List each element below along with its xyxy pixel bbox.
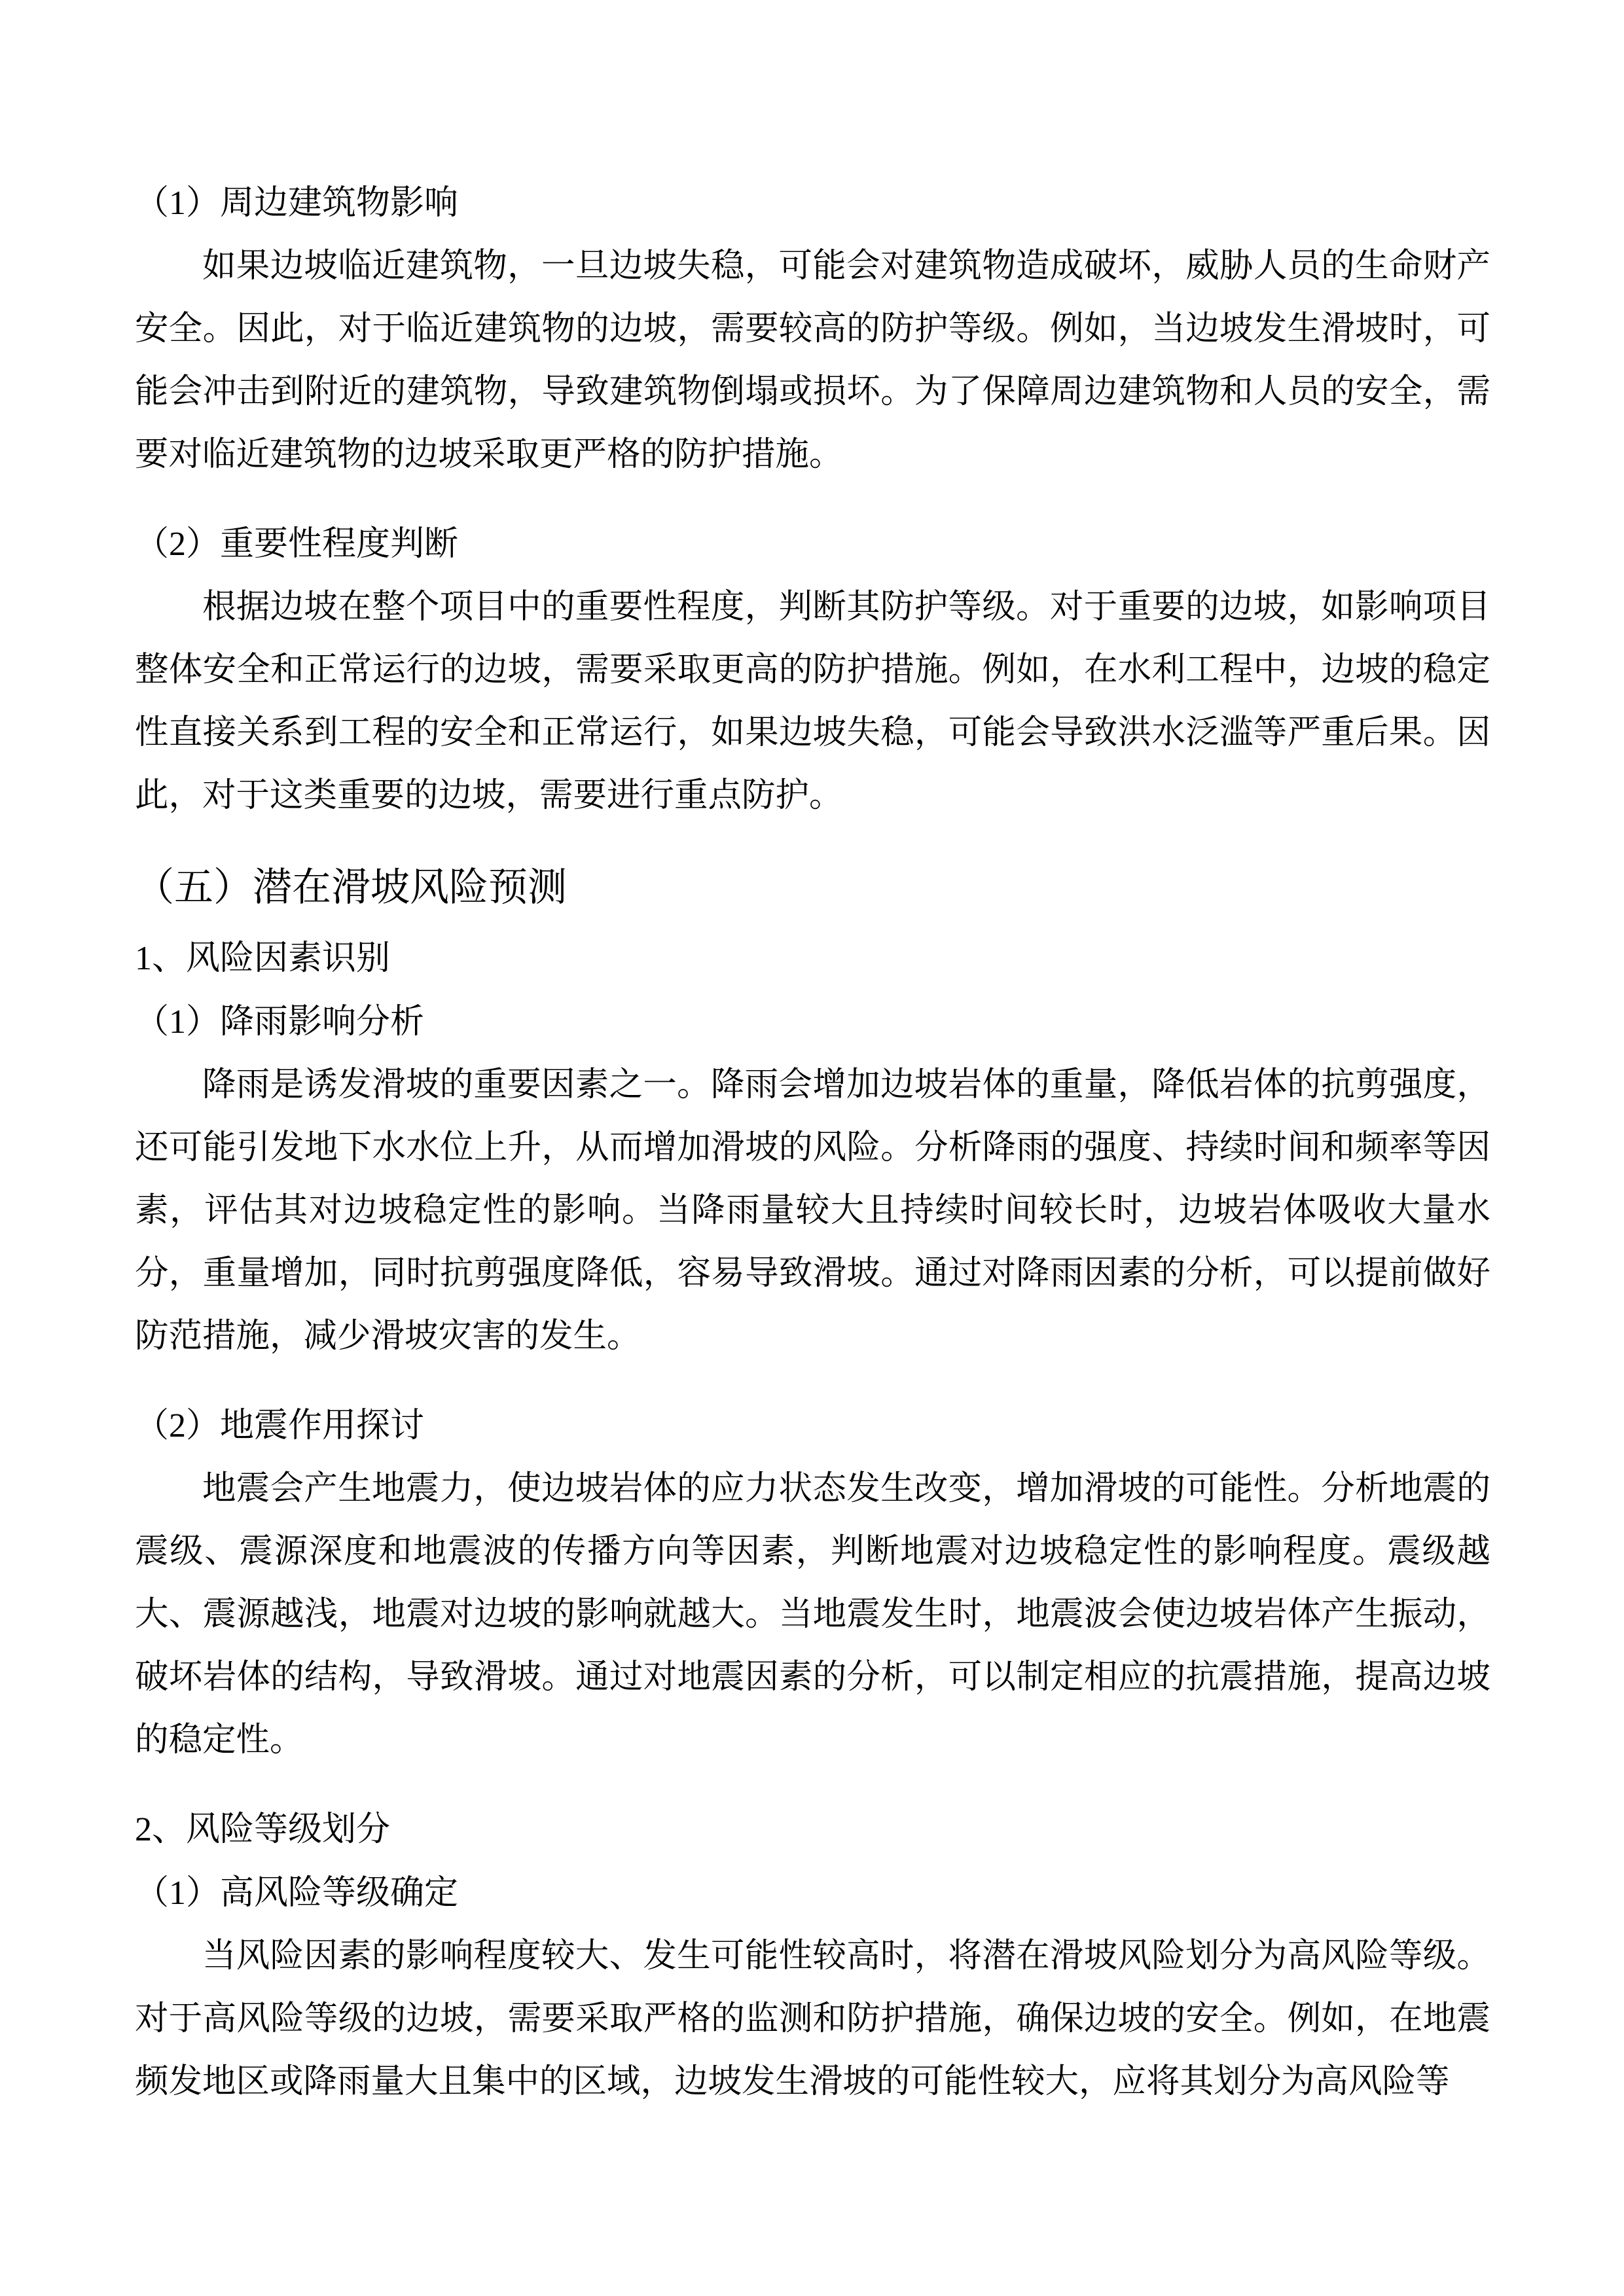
para-importance-degree-judgment: 根据边坡在整个项目中的重要性程度，判断其防护等级。对于重要的边坡，如影响项目整体安全和正常运行的边坡，需要采取更高的防护措施。例如，在水利工程中，边坡的稳定性直接关系到工程的安全和正常运行，如果边坡失稳，可能会导致洪水泛滥等严重后果。因此，对于这类重要的边坡，需要进行重点防护。	[135, 588, 1490, 814]
heading-high-risk-grade-determination: （1）高风险等级确定	[135, 1874, 459, 1912]
heading-earthquake-effect-discussion: （2）地震作用探讨	[135, 1407, 425, 1444]
heading-risk-grade-division: 2、风险等级划分	[135, 1811, 391, 1848]
heading-risk-factor-identification: 1、风险因素识别	[135, 940, 391, 977]
para-earthquake-effect-discussion: 地震会产生地震力，使边坡岩体的应力状态发生改变，增加滑坡的可能性。分析地震的震级、震源深度和地震波的传播方向等因素，判断地震对边坡稳定性的影响程度。震级越大、震源越浅，地震对边坡的影响就越大。当地震发生时，地震波会使边坡岩体产生振动，破坏岩体的结构，导致滑坡。通过对地震因素的分析，可以制定相应的抗震措施，提高边坡的稳定性。	[135, 1470, 1490, 1759]
para-high-risk-grade-determination: 当风险因素的影响程度较大、发生可能性较高时，将潜在滑坡风险划分为高风险等级。对于高风险等级的边坡，需要采取严格的监测和防护措施，确保边坡的安全。例如，在地震频发地区或降雨量大且集中的区域，边坡发生滑坡的可能性较大，应将其划分为高风险等	[135, 1937, 1490, 2100]
heading-peripheral-buildings-impact: （1）周边建筑物影响	[135, 185, 459, 222]
para-peripheral-buildings-impact: 如果边坡临近建筑物，一旦边坡失稳，可能会对建筑物造成破坏，威胁人员的生命财产安全。因此，对于临近建筑物的边坡，需要较高的防护等级。例如，当边坡发生滑坡时，可能会冲击到附近的建筑物，导致建筑物倒塌或损坏。为了保障周边建筑物和人员的安全，需要对临近建筑物的边坡采取更严格的防护措施。	[135, 247, 1490, 473]
para-rainfall-impact-analysis: 降雨是诱发滑坡的重要因素之一。降雨会增加边坡岩体的重量，降低岩体的抗剪强度，还可能引发地下水水位上升，从而增加滑坡的风险。分析降雨的强度、持续时间和频率等因素，评估其对边坡稳定性的影响。当降雨量较大且持续时间较长时，边坡岩体吸收大量水分，重量增加，同时抗剪强度降低，容易导致滑坡。通过对降雨因素的分析，可以提前做好防范措施，减少滑坡灾害的发生。	[135, 1066, 1490, 1355]
heading-potential-landslide-risk-prediction: （五）潜在滑坡风险预测	[135, 866, 567, 909]
heading-importance-degree-judgment: （2）重要性程度判断	[135, 526, 459, 563]
heading-rainfall-impact-analysis: （1）降雨影响分析	[135, 1003, 425, 1041]
